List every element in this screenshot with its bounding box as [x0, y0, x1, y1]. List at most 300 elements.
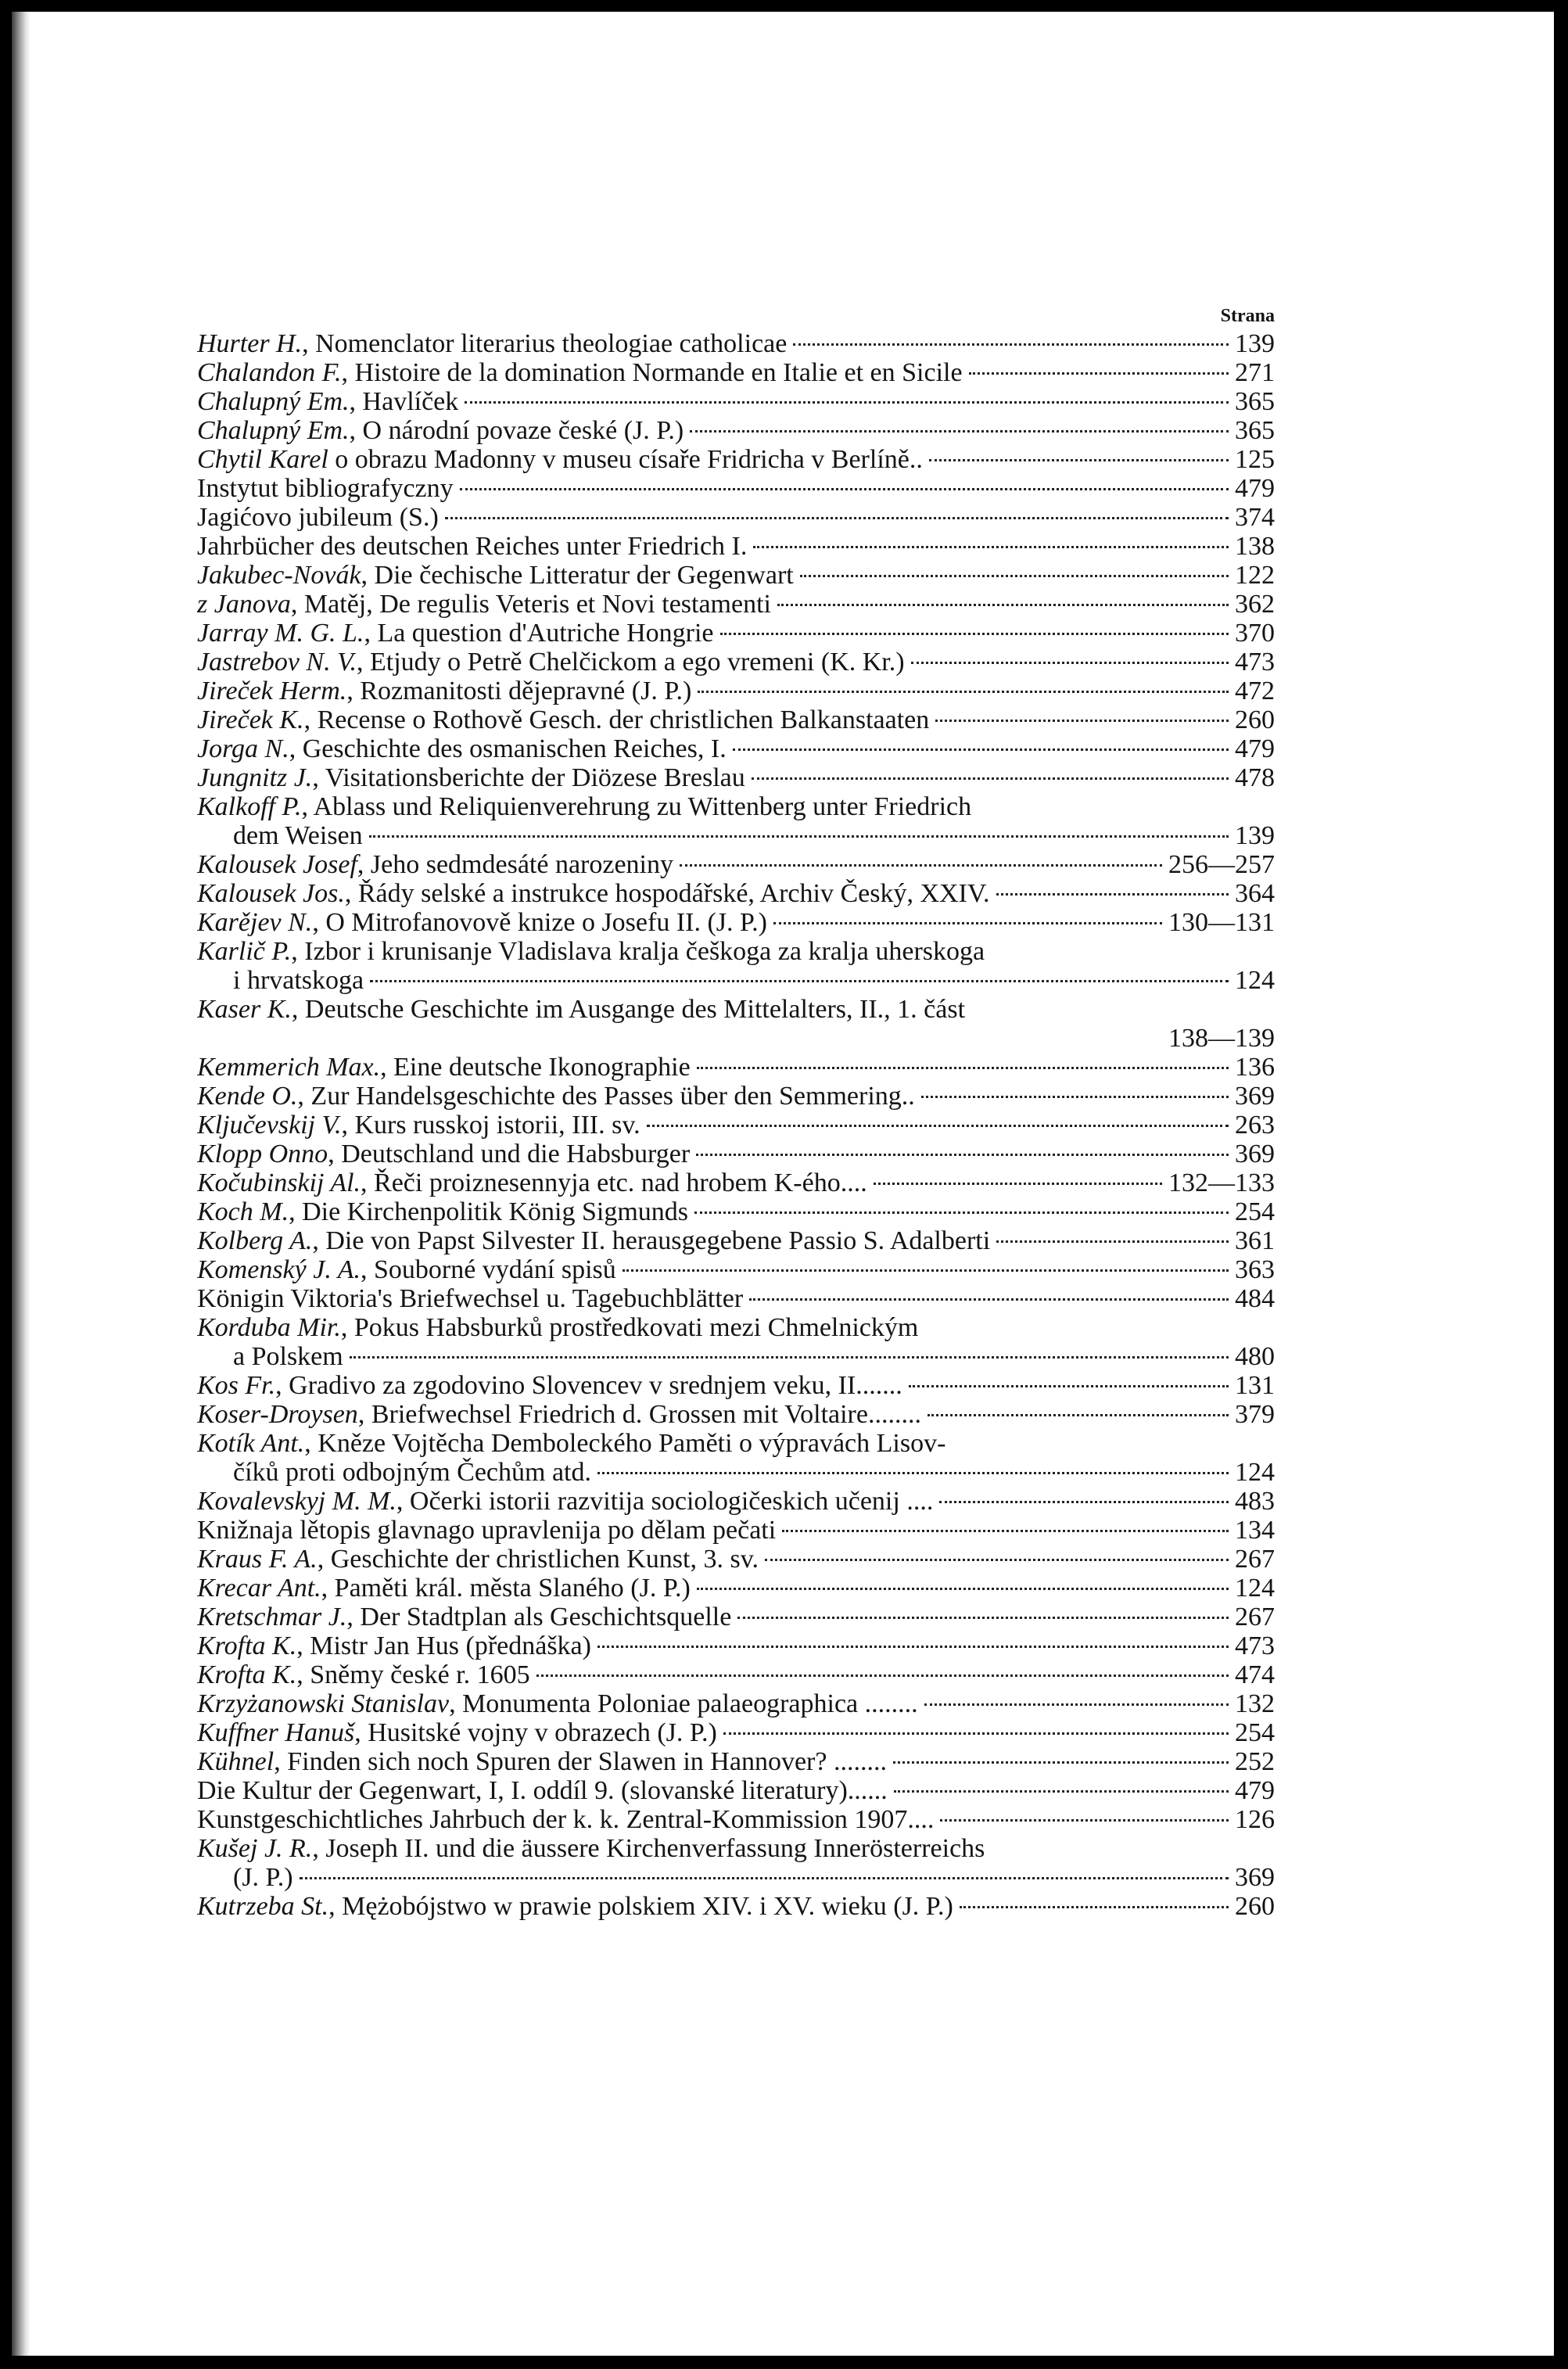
entry-line [197, 995, 1275, 1024]
page-number: 379 [1235, 1400, 1275, 1429]
entry-title: Jagićovo jubileum (S.) [197, 503, 439, 532]
entry-line [197, 1487, 1275, 1516]
entry-title: , Etjudy o Petrě Chelčickom a ego vremeni (K. Kr.) [356, 648, 905, 677]
page-number: 363 [1235, 1255, 1275, 1284]
entry-line [197, 677, 1275, 705]
dot-leader [350, 1356, 1229, 1359]
entry-page-line [197, 1024, 1275, 1053]
page-number: 478 [1235, 763, 1275, 792]
page-number: 369 [1235, 1140, 1275, 1168]
index-entry [197, 1226, 1275, 1255]
entry-line [197, 1776, 1275, 1805]
entry-title: , Deutschland und die Habsburger [328, 1140, 691, 1168]
dot-leader [935, 720, 1229, 722]
entry-title: , Geschichte der christlichen Kunst, 3. sv. [317, 1545, 759, 1574]
page-number: 474 [1235, 1660, 1275, 1689]
entry-continuation-line [197, 1458, 1275, 1487]
page-number: 479 [1235, 734, 1275, 763]
entry-text [197, 937, 985, 966]
page-number: 483 [1235, 1487, 1275, 1516]
index-entry [197, 850, 1275, 879]
entry-line [197, 387, 1275, 416]
entry-line [197, 1574, 1275, 1603]
entry-author: Kovalevskyj M. M. [197, 1487, 396, 1516]
entry-text [197, 1660, 530, 1689]
index-entry [197, 590, 1275, 619]
entry-text [197, 387, 458, 416]
page-number: 365 [1235, 387, 1275, 416]
entry-author: Ključevskij V. [197, 1111, 342, 1140]
entry-line [197, 561, 1275, 590]
entry-title: , Matěj, De regulis Veteris et Novi testamenti [290, 590, 771, 619]
entry-continuation: dem Weisen [233, 821, 363, 850]
entry-author: Jarray M. G. L. [197, 619, 364, 648]
entry-title: Kunstgeschichtliches Jahrbuch der k. k. Zentral-Kommission 1907.... [197, 1805, 935, 1834]
index-entry [197, 705, 1275, 734]
index-entry [197, 792, 1275, 850]
entry-author: Krzyżanowski Stanislav [197, 1689, 450, 1718]
dot-leader [940, 1819, 1229, 1822]
entry-author: Jireček Herm. [197, 677, 347, 705]
page-number: 260 [1235, 1892, 1275, 1921]
entry-line [197, 908, 1275, 937]
entry-line [197, 1689, 1275, 1718]
entry-author: Kalousek Jos. [197, 879, 345, 908]
index-entry [197, 908, 1275, 937]
page-number: 369 [1235, 1082, 1275, 1111]
entry-line [197, 1082, 1275, 1111]
entry-line [197, 1284, 1275, 1313]
index-entry [197, 1053, 1275, 1082]
dot-leader [623, 1269, 1229, 1272]
index-entry [197, 1892, 1275, 1921]
index-entry [197, 677, 1275, 705]
entry-author: Kos Fr. [197, 1371, 276, 1400]
entry-line [197, 1111, 1275, 1140]
entry-text [197, 792, 971, 821]
entry-text [197, 1053, 691, 1082]
index-entry [197, 1747, 1275, 1776]
entry-text [197, 1892, 953, 1921]
entry-line [197, 1140, 1275, 1168]
entry-title: , Paměti král. města Slaného (J. P.) [321, 1574, 691, 1603]
dot-leader [720, 633, 1229, 635]
entry-author: Jakubec-Novák [197, 561, 361, 590]
index-entry [197, 329, 1275, 358]
index-entry [197, 1487, 1275, 1516]
entry-continuation-line [197, 966, 1275, 995]
index-entry [197, 1689, 1275, 1718]
entry-text [197, 1140, 690, 1168]
entry-line [197, 850, 1275, 879]
entry-continuation: číků proti odbojným Čechům atd. [233, 1458, 591, 1487]
entry-line [197, 1718, 1275, 1747]
page-number: 130—131 [1168, 908, 1275, 937]
entry-author: Kalousek Josef [197, 850, 357, 879]
dot-leader [773, 922, 1162, 924]
dot-leader [911, 662, 1229, 664]
page-number: 254 [1235, 1197, 1275, 1226]
entry-title: , Očerki istorii razvitija sociologičeskich učenij .... [396, 1487, 934, 1516]
entry-line [197, 879, 1275, 908]
entry-line [197, 1660, 1275, 1689]
dot-leader [800, 575, 1229, 577]
entry-title: , Joseph II. und die äussere Kirchenverfassung Innerösterreichs [312, 1834, 985, 1863]
entry-title: Königin Viktoria's Briefwechsel u. Tagebuchblätter [197, 1284, 744, 1313]
dot-leader [909, 1385, 1229, 1387]
entry-title: , La question d'Autriche Hongrie [364, 619, 714, 648]
entry-text [197, 619, 714, 648]
entry-text [197, 503, 439, 532]
dot-leader [733, 748, 1229, 751]
entry-title: , Havlíček [349, 387, 459, 416]
page-number: 370 [1235, 619, 1275, 648]
entry-title: , Kněze Vojtěcha Demboleckého Paměti o výpravách Lisov- [304, 1429, 946, 1458]
page-number: 122 [1235, 561, 1275, 590]
index-entry [197, 358, 1275, 387]
dot-leader [460, 488, 1229, 490]
entry-author: Kraus F. A. [197, 1545, 318, 1574]
dot-leader [737, 1617, 1229, 1619]
entry-title: , Zur Handelsgeschichte des Passes über den Semmering.. [297, 1082, 915, 1111]
entry-line [197, 1313, 1275, 1342]
index-entry [197, 1371, 1275, 1400]
entry-line [197, 358, 1275, 387]
entry-title: , Nomenclator literarius theologiae catholicae [302, 329, 788, 358]
entry-author: Kuffner Hanuš [197, 1718, 355, 1747]
page-number: 260 [1235, 705, 1275, 734]
entry-line [197, 1371, 1275, 1400]
entry-line [197, 445, 1275, 474]
entry-author: Karlič P. [197, 937, 292, 966]
page-number: 267 [1235, 1603, 1275, 1631]
entry-author: Koser-Droysen [197, 1400, 358, 1429]
entry-author: Chalupný Em. [197, 387, 350, 416]
entry-line [197, 1892, 1275, 1921]
page-number: 131 [1235, 1371, 1275, 1400]
dot-leader [996, 893, 1229, 896]
page-number: 364 [1235, 879, 1275, 908]
entry-text [197, 879, 990, 908]
entry-line [197, 648, 1275, 677]
index-entry [197, 1082, 1275, 1111]
page-number: 124 [1235, 966, 1275, 995]
entry-text [197, 648, 905, 677]
entry-title: , Die čechische Litteratur der Gegenwart [361, 561, 794, 590]
entry-author: Jastrebov N. V. [197, 648, 357, 677]
entry-author: Krofta K. [197, 1631, 297, 1660]
entry-author: Kolberg A. [197, 1226, 313, 1255]
index-entry [197, 619, 1275, 648]
index-entry [197, 474, 1275, 503]
page-number: 263 [1235, 1111, 1275, 1140]
entry-line [197, 329, 1275, 358]
entries-container [197, 329, 1275, 1921]
dot-leader [929, 459, 1229, 461]
page-number: 139 [1235, 329, 1275, 358]
page-number: 484 [1235, 1284, 1275, 1313]
entry-author: Jungnitz J. [197, 763, 313, 792]
dot-leader [597, 1646, 1229, 1648]
page-number: 136 [1235, 1053, 1275, 1082]
entry-title: Instytut bibliografyczny [197, 474, 454, 503]
index-entry [197, 648, 1275, 677]
dot-leader [996, 1240, 1229, 1243]
index-entry [197, 387, 1275, 416]
dot-leader [445, 517, 1229, 519]
scan-edge-shadow [12, 12, 30, 2356]
entry-author: Karějev N. [197, 908, 313, 937]
index-entry [197, 1429, 1275, 1487]
entry-text [197, 1834, 985, 1863]
page-number: 132—133 [1168, 1168, 1275, 1197]
dot-leader [753, 546, 1229, 548]
page-number: 254 [1235, 1718, 1275, 1747]
entry-author: Krofta K. [197, 1660, 297, 1689]
page-number: 124 [1235, 1458, 1275, 1487]
page-number: 124 [1235, 1574, 1275, 1603]
dot-leader [874, 1183, 1162, 1185]
entry-continuation-line [197, 1863, 1275, 1892]
index-entry [197, 1140, 1275, 1168]
dot-leader [680, 864, 1162, 867]
entry-title: , Kurs russkoj istorii, III. sv. [341, 1111, 640, 1140]
entry-text [197, 1689, 918, 1718]
page-number: 256—257 [1168, 850, 1275, 879]
page-number: 479 [1235, 474, 1275, 503]
entry-title: Jahrbücher des deutschen Reiches unter Friedrich I. [197, 532, 748, 561]
entry-text [197, 1574, 691, 1603]
dot-leader [300, 1877, 1229, 1879]
entry-continuation: (J. P.) [233, 1863, 293, 1892]
entry-text [197, 358, 963, 387]
entry-text [197, 1631, 591, 1660]
page-number: 473 [1235, 648, 1275, 677]
entry-author: Jorga N. [197, 734, 289, 763]
entry-line [197, 1400, 1275, 1429]
index-entry [197, 1718, 1275, 1747]
entry-line [197, 1429, 1275, 1458]
page-number: 480 [1235, 1342, 1275, 1371]
index-entry [197, 879, 1275, 908]
dot-leader [752, 777, 1229, 780]
entry-title: , O Mitrofanovově knize o Josefu II. (J. P.) [312, 908, 767, 937]
entry-title: , Souborné vydání spisů [360, 1255, 616, 1284]
entry-title: , Histoire de la domination Normande en Italie et en Sicile [341, 358, 963, 387]
entry-title: , Izbor i krunisanje Vladislava kralja češkoga za kralja uherskoga [291, 937, 985, 966]
entry-text [197, 1747, 887, 1776]
entry-text [197, 1603, 731, 1631]
entry-line [197, 1603, 1275, 1631]
entry-line [197, 1226, 1275, 1255]
entry-text [197, 329, 787, 358]
entry-line [197, 734, 1275, 763]
dot-leader [893, 1761, 1229, 1764]
entry-author: Chytil Karel [197, 445, 328, 474]
entry-author: Kretschmar J. [197, 1603, 347, 1631]
index-entry [197, 1545, 1275, 1574]
dot-leader [690, 430, 1229, 433]
entry-text [197, 1313, 918, 1342]
entry-author: Jireček K. [197, 705, 304, 734]
entry-author: Kende O. [197, 1082, 298, 1111]
entry-text [197, 763, 745, 792]
index-entry [197, 763, 1275, 792]
entry-author: Koch M. [197, 1197, 289, 1226]
page-number: 252 [1235, 1747, 1275, 1776]
index-list [197, 303, 1275, 1921]
page-number: 126 [1235, 1805, 1275, 1834]
index-entry [197, 1574, 1275, 1603]
entry-title: Die Kultur der Gegenwart, I, I. oddíl 9. (slovanské literatury)...... [197, 1776, 888, 1805]
dot-leader [939, 1501, 1229, 1503]
entry-text [197, 705, 929, 734]
entry-text [197, 445, 923, 474]
index-entry [197, 1834, 1275, 1892]
dot-leader [370, 980, 1229, 982]
page-sheet [12, 12, 1554, 2356]
index-entry [197, 445, 1275, 474]
entry-continuation-line [197, 1342, 1275, 1371]
entry-text [197, 908, 767, 937]
dot-leader [597, 1472, 1229, 1474]
index-entry [197, 995, 1275, 1053]
entry-text [197, 1429, 945, 1458]
entry-line [197, 1168, 1275, 1197]
entry-title: , Recense o Rothově Gesch. der christlichen Balkanstaaten [303, 705, 930, 734]
entry-line [197, 1545, 1275, 1574]
entry-line [197, 619, 1275, 648]
page-number: 365 [1235, 416, 1275, 445]
entry-continuation: a Polskem [233, 1342, 343, 1371]
page-number: 472 [1235, 677, 1275, 705]
entry-text [197, 1226, 990, 1255]
entry-text [197, 1545, 759, 1574]
entry-text [197, 561, 794, 590]
entry-line [197, 416, 1275, 445]
entry-author: Krecar Ant. [197, 1574, 321, 1603]
entry-title: , Briefwechsel Friedrich d. Grossen mit Voltaire........ [357, 1400, 921, 1429]
entry-line [197, 532, 1275, 561]
entry-text [197, 1805, 934, 1834]
index-entry [197, 937, 1275, 995]
entry-line [197, 1255, 1275, 1284]
dot-leader [647, 1125, 1229, 1127]
index-entry [197, 734, 1275, 763]
entry-title: , Řády selské a instrukce hospodářské, Archiv Český, XXIV. [344, 879, 990, 908]
entry-text [197, 532, 747, 561]
entry-line [197, 763, 1275, 792]
entry-title: , Rozmanitosti dějepravné (J. P.) [346, 677, 692, 705]
dot-leader [924, 1703, 1229, 1706]
page-number: 139 [1235, 821, 1275, 850]
page-number: 267 [1235, 1545, 1275, 1574]
entry-author: Komenský J. A. [197, 1255, 361, 1284]
entry-title: , Ablass und Reliquienverehrung zu Wittenberg unter Friedrich [301, 792, 972, 821]
dot-leader [749, 1298, 1229, 1301]
entry-author: Kušej J. R. [197, 1834, 313, 1863]
index-entry [197, 503, 1275, 532]
page-number: 361 [1235, 1226, 1275, 1255]
page-number: 134 [1235, 1516, 1275, 1545]
entry-title: , Eine deutsche Ikonographie [380, 1053, 691, 1082]
entry-title: , Deutsche Geschichte im Ausgange des Mittelalters, II., 1. část [291, 995, 966, 1024]
index-entry [197, 1516, 1275, 1545]
entry-title: , Pokus Habsburků prostředkovati mezi Chmelnickým [340, 1313, 919, 1342]
entry-author: Kutrzeba St. [197, 1892, 329, 1921]
entry-line [197, 590, 1275, 619]
entry-title: , Husitské vojny v obrazech (J. P.) [354, 1718, 717, 1747]
entry-line [197, 1805, 1275, 1834]
entry-text [197, 850, 673, 879]
entry-title: Knižnaja lětopis glavnago upravlenija po dělam pečati [197, 1516, 777, 1545]
page-number: 125 [1235, 445, 1275, 474]
entry-text [197, 416, 684, 445]
entry-title: , Gradivo za zgodovino Slovencev v srednjem veku, II....... [275, 1371, 902, 1400]
entry-text [197, 1718, 717, 1747]
index-entry [197, 1805, 1275, 1834]
entry-text [197, 590, 771, 619]
index-entry [197, 1660, 1275, 1689]
entry-title: , Die von Papst Silvester II. herausgegebene Passio S. Adalberti [312, 1226, 991, 1255]
entry-line [197, 1053, 1275, 1082]
entry-title: , O národní povaze české (J. P.) [349, 416, 684, 445]
dot-leader [765, 1559, 1229, 1561]
index-entry [197, 561, 1275, 590]
index-entry [197, 1400, 1275, 1429]
entry-author: Hurter H. [197, 329, 303, 358]
entry-title: , Řeči proiznesennyja etc. nad hrobem K-ého.... [361, 1168, 867, 1197]
page-number: 473 [1235, 1631, 1275, 1660]
dot-leader [536, 1674, 1229, 1677]
entry-author: Klopp Onno [197, 1140, 328, 1168]
dot-leader [369, 835, 1229, 838]
entry-text [197, 1516, 776, 1545]
entry-title: o obrazu Madonny v museu císaře Fridricha v Berlíně.. [328, 445, 923, 474]
dot-leader [696, 1154, 1229, 1156]
entry-author: Kalkoff P. [197, 792, 302, 821]
entry-title: , Mężobójstwo w prawie polskiem XIV. i XV. wieku (J. P.) [328, 1892, 953, 1921]
page-number: 271 [1235, 358, 1275, 387]
entry-line [197, 792, 1275, 821]
entry-continuation-line [197, 821, 1275, 850]
entry-text [197, 734, 727, 763]
dot-leader [465, 401, 1229, 404]
entry-text [197, 474, 454, 503]
index-entry [197, 1313, 1275, 1371]
page-number: 138—139 [1168, 1024, 1275, 1053]
entry-line [197, 1516, 1275, 1545]
page-number: 479 [1235, 1776, 1275, 1805]
index-entry [197, 416, 1275, 445]
index-entry [197, 1776, 1275, 1805]
dot-leader [697, 1067, 1229, 1069]
entry-title: , Sněmy české r. 1605 [296, 1660, 530, 1689]
entry-line [197, 705, 1275, 734]
entry-text [197, 1082, 915, 1111]
dot-leader [793, 343, 1229, 346]
page-number: 369 [1235, 1863, 1275, 1892]
entry-title: , Finden sich noch Spuren der Slawen in Hannover? ........ [274, 1747, 887, 1776]
entry-title: , Der Stadtplan als Geschichtsquelle [346, 1603, 732, 1631]
entry-line [197, 503, 1275, 532]
entry-text [197, 1111, 640, 1140]
dot-leader [969, 372, 1229, 375]
entry-text [197, 1400, 921, 1429]
entry-title: , Jeho sedmdesáté narozeniny [357, 850, 673, 879]
entry-author: Korduba Mir. [197, 1313, 341, 1342]
entry-line [197, 474, 1275, 503]
